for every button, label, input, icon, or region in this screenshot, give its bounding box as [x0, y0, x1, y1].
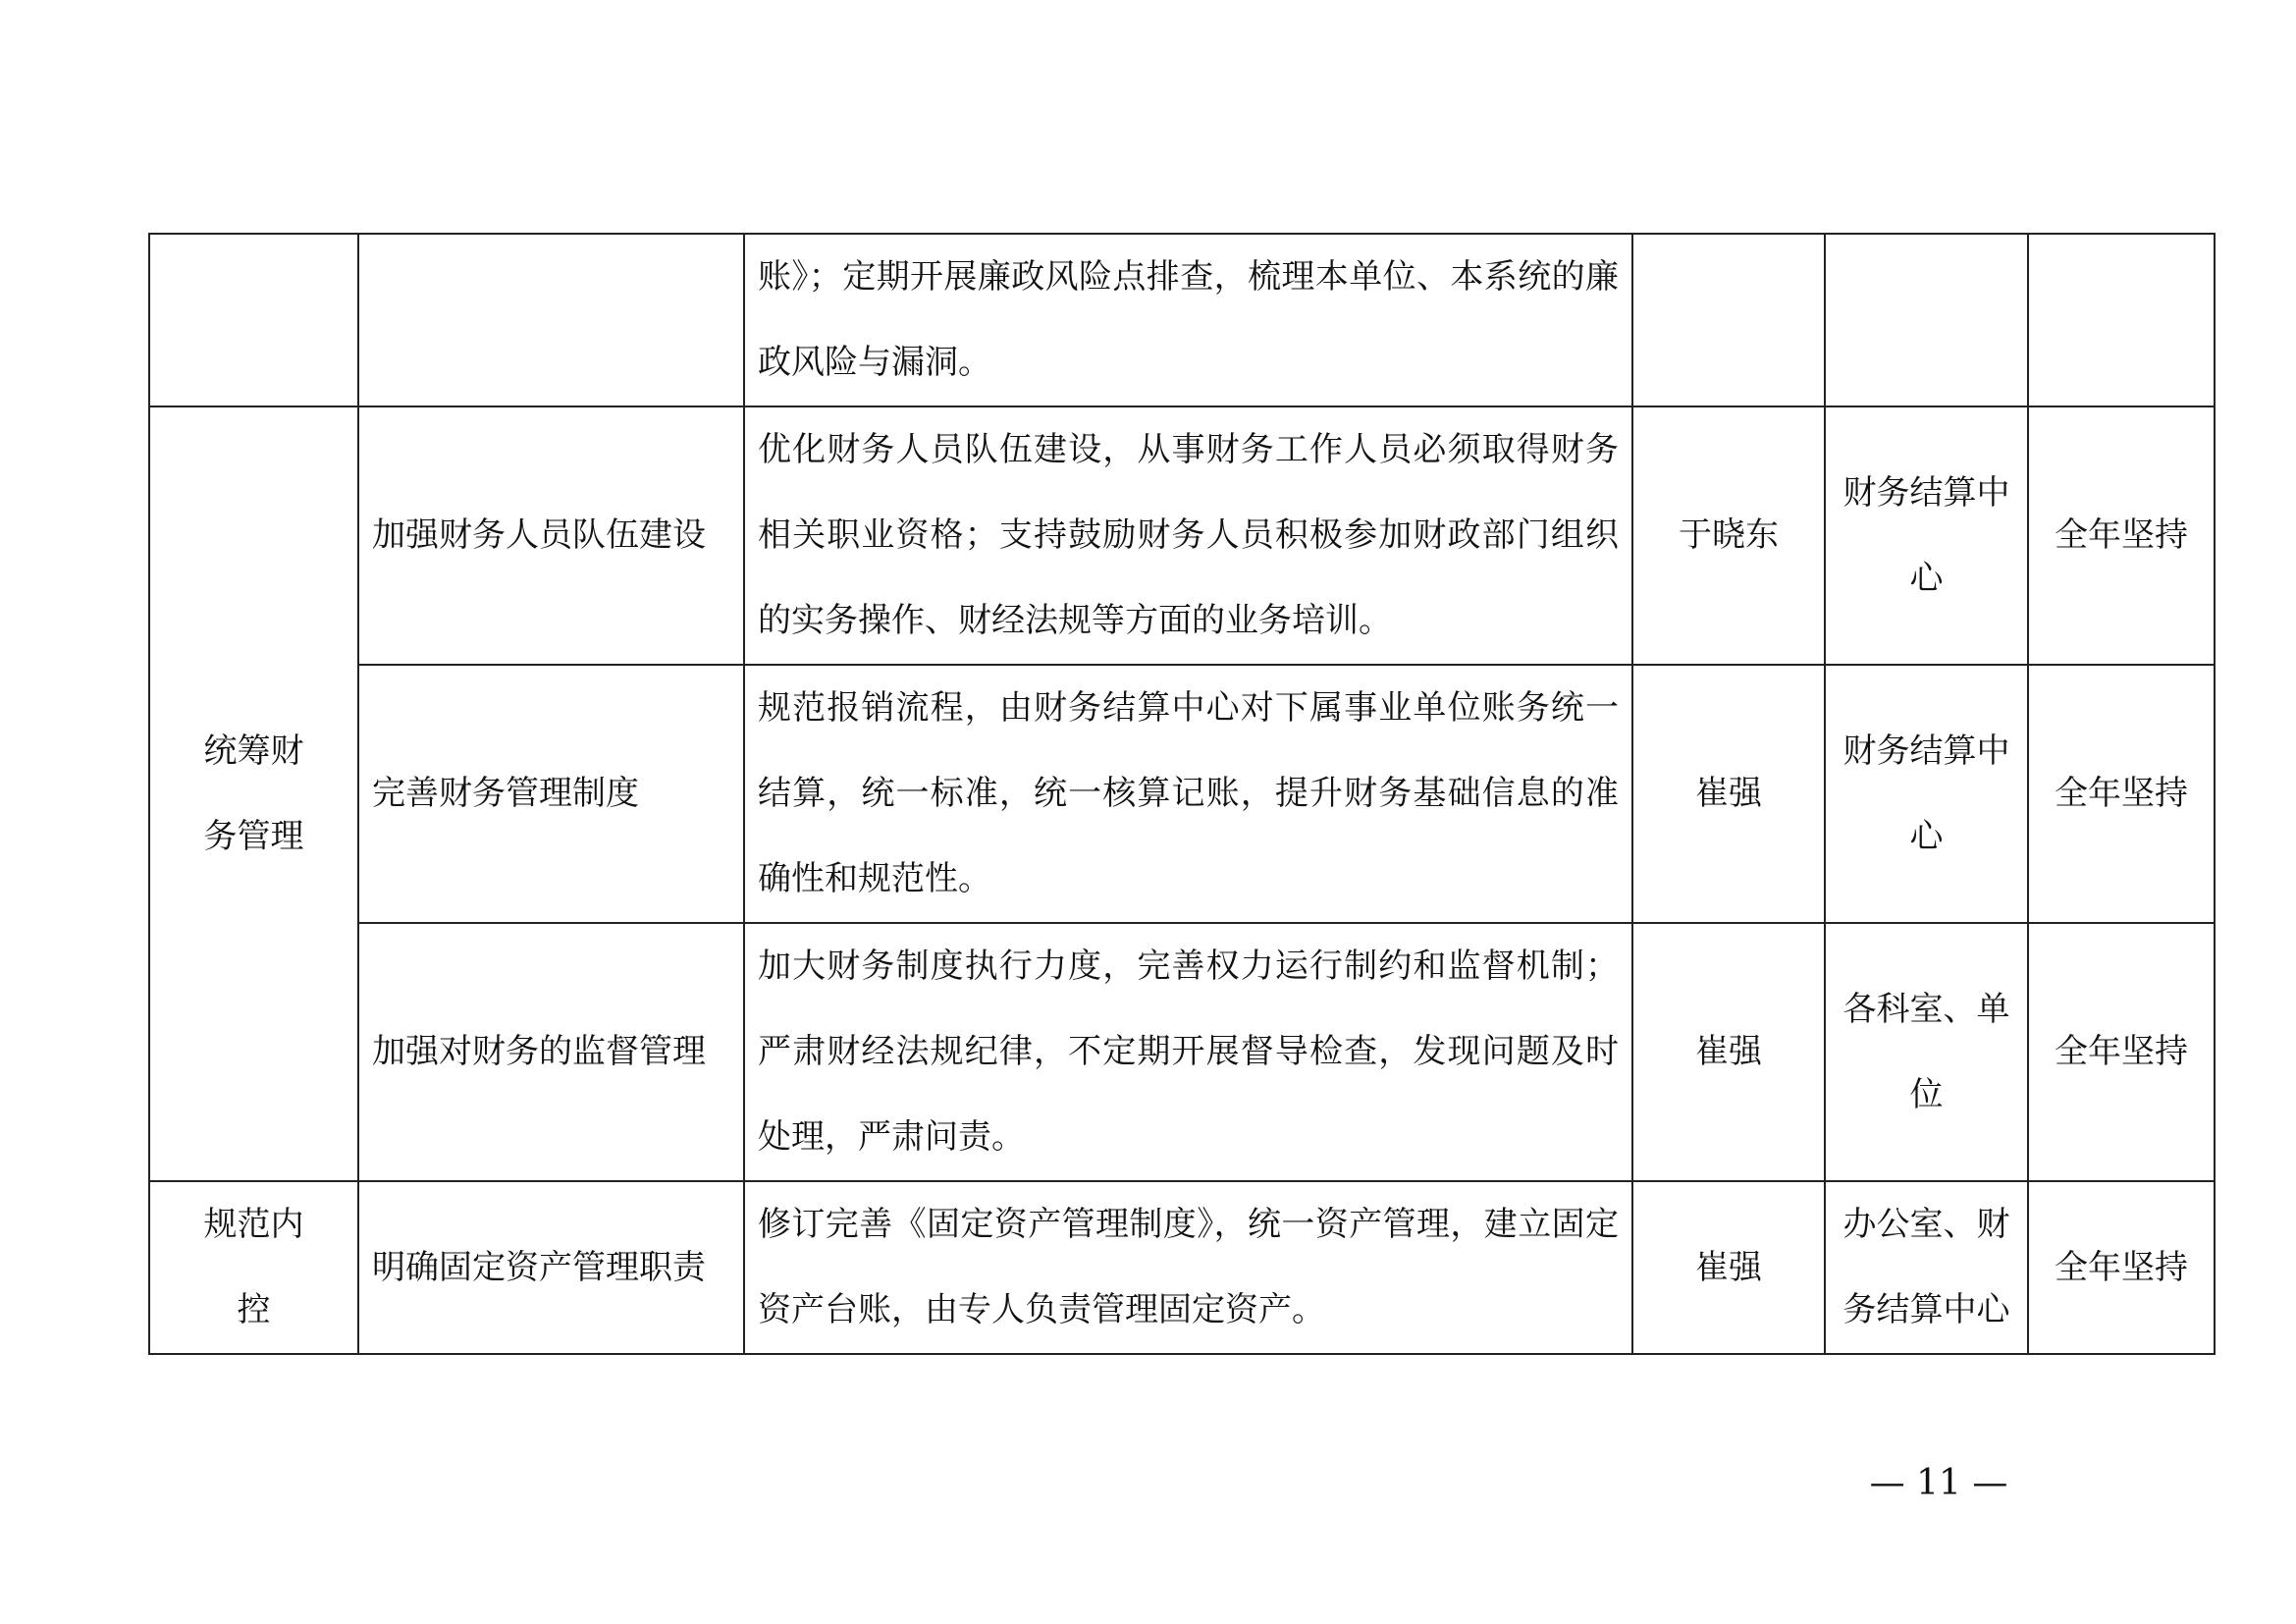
department-cell: 各科室、单位 — [1825, 923, 2028, 1181]
timeline-cell: 全年坚持 — [2028, 406, 2215, 665]
description-cell: 修订完善《固定资产管理制度》，统一资产管理，建立固定资产台账，由专人负责管理固定资产。 — [744, 1181, 1632, 1354]
person-cell: 崔强 — [1632, 923, 1825, 1181]
description-cell: 优化财务人员队伍建设，从事财务工作人员必须取得财务相关职业资格；支持鼓励财务人员积极参加财政部门组织的实务操作、财经法规等方面的业务培训。 — [744, 406, 1632, 665]
page-number: — 11 — — [1869, 1463, 2008, 1503]
table-row — [149, 406, 2215, 665]
department-cell: 办公室、财务结算中心 — [1825, 1181, 2028, 1354]
timeline-cell: 全年坚持 — [2028, 923, 2215, 1181]
task-cell: 加强对财务的监督管理 — [358, 923, 744, 1181]
description-cell: 规范报销流程，由财务结算中心对下属事业单位账务统一结算，统一标准，统一核算记账，提升财务基础信息的准确性和规范性。 — [744, 665, 1632, 923]
department-cell: 财务结算中心 — [1825, 665, 2028, 923]
description-cell: 加大财务制度执行力度，完善权力运行制约和监督机制；严肃财经法规纪律，不定期开展督导检查，发现问题及时处理，严肃问责。 — [744, 923, 1632, 1181]
task-cell: 明确固定资产管理职责 — [358, 1181, 744, 1354]
task-cell — [358, 234, 744, 406]
person-cell: 于晓东 — [1632, 406, 1825, 665]
person-cell: 崔强 — [1632, 665, 1825, 923]
table-row — [149, 1181, 2215, 1354]
person-cell — [1632, 234, 1825, 406]
table-row — [149, 234, 2215, 406]
category-cell — [149, 234, 358, 406]
person-cell: 崔强 — [1632, 1181, 1825, 1354]
table-row — [149, 665, 2215, 923]
timeline-cell: 全年坚持 — [2028, 665, 2215, 923]
timeline-cell — [2028, 234, 2215, 406]
table-row — [149, 923, 2215, 1181]
description-cell: 账》；定期开展廉政风险点排查，梳理本单位、本系统的廉政风险与漏洞。 — [744, 234, 1632, 406]
category-cell: 规范内控 — [149, 1181, 358, 1354]
timeline-cell: 全年坚持 — [2028, 1181, 2215, 1354]
department-cell: 财务结算中心 — [1825, 406, 2028, 665]
task-cell: 加强财务人员队伍建设 — [358, 406, 744, 665]
category-cell: 统筹财务管理 — [149, 406, 358, 1181]
task-cell: 完善财务管理制度 — [358, 665, 744, 923]
department-cell — [1825, 234, 2028, 406]
work-plan-table — [148, 233, 2216, 1355]
